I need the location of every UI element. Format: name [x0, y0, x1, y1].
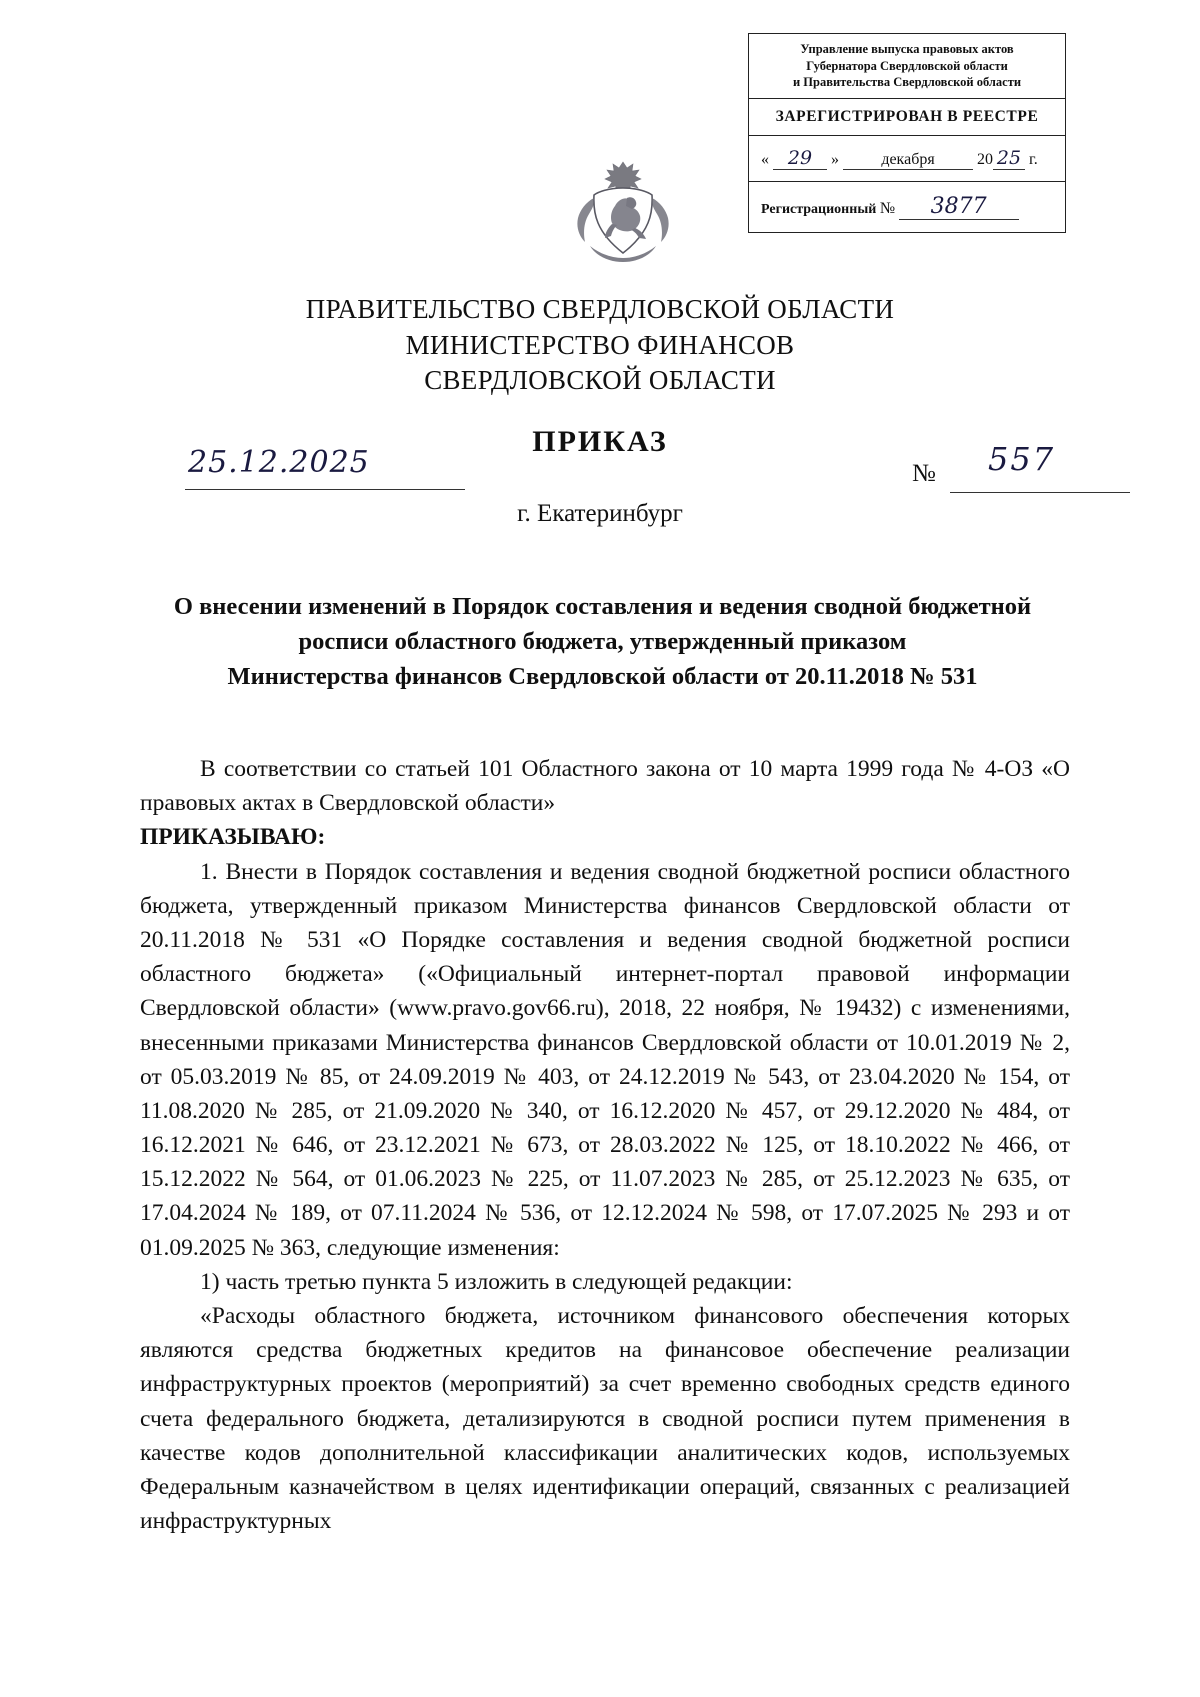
city-line: г. Екатеринбург [517, 500, 683, 527]
body-paragraph-2: 1. Внести в Порядок составления и ведения сводной бюджетной росписи областного бюджета, утвержденный приказом Министерства финансов Свердловской области от 20.11.2018 № 531 «О Порядке составления и ведения сводной бюджетной росписи областного бюджета» («Официальный интернет-портал правовой информации Свердловской области» (www.pravo.gov66.ru), 2018, 22 ноября, № 19432) с изменениями, внесенными приказами Министерства финансов Свердловской области от 10.01.2019 № 2, от 05.03.2019 № 85, от 24.09.2019 № 403, от 24.12.2019 № 543, от 23.04.2020 № 154, от 11.08.2020 № 285, от 21.09.2020 № 340, от 16.12.2020 № 457, от 29.12.2020 № 484, от 16.12.2021 № 646, от 23.12.2021 № 673, от 28.03.2022 № 125, от 18.10.2022 № 466, от 15.12.2022 № 564, от 01.06.2023 № 225, от 11.07.2023 № 285, от 25.12.2023 № 635, от 17.04.2024 № 189, от 07.11.2024 № 536, от 12.12.2024 № 598, от 17.07.2025 № 293 и от 01.09.2025 № 363, следующие изменения: [140, 858, 1070, 1261]
stamp-authority-line1: Управление выпуска правовых актов [800, 42, 1014, 56]
body-paragraph-4: «Расходы областного бюджета, источником финансового обеспечения которых являются средства бюджетных кредитов на финансовое обеспечение реализации инфраструктурных проектов (мероприятий) за счет временно свободных средств единого счета федерального бюджета, детализируются в сводной росписи путем применения в качестве кодов дополнительной классификации аналитических кодов, используемых Федеральным казначейством в целях идентификации операций, связанных с реализацией инфраструктурных [140, 1303, 1070, 1535]
stamp-authority-line2: Губернатора Свердловской области [806, 58, 1008, 73]
organisation-line3: СВЕРДЛОВСКОЙ ОБЛАСТИ [424, 365, 776, 396]
organisation-heading [0, 292, 1200, 399]
stamp-quote-open: « [761, 150, 769, 168]
stamp-date-row [749, 136, 1065, 182]
organisation-line1: ПРАВИТЕЛЬСТВО СВЕРДЛОВСКОЙ ОБЛАСТИ [305, 294, 895, 324]
stamp-number-sign: № [879, 199, 896, 217]
order-keyword: ПРИКАЗЫВАЮ: [140, 824, 326, 851]
stamp-year-suffix: 25 [993, 147, 1025, 170]
registration-stamp [748, 33, 1066, 233]
stamp-date-day: 29 [773, 147, 827, 170]
stamp-date-month: декабря [843, 151, 973, 170]
stamp-year-prefix: 20 [977, 150, 993, 168]
document-kind: ПРИКАЗ [532, 425, 668, 458]
stamp-registration-number: 3877 [899, 194, 1019, 220]
document-number: 557 [988, 440, 1056, 478]
body-paragraph-3: 1) часть третью пункта 5 изложить в следующей редакции: [200, 1268, 793, 1295]
stamp-year-mark: г. [1029, 150, 1038, 168]
organisation-line2: МИНИСТЕРСТВО ФИНАНСОВ [405, 329, 795, 360]
document-date: 25.12.2025 [188, 445, 370, 480]
stamp-authority [749, 34, 1065, 99]
document-title-line2: росписи областного бюджета, утвержденный приказом [298, 627, 907, 655]
number-sign: № [912, 460, 936, 487]
stamp-title: ЗАРЕГИСТРИРОВАН В РЕЕСТРЕ [749, 99, 1065, 136]
stamp-quote-close: » [831, 150, 839, 168]
body-paragraph-1: В соответствии со статьей 101 Областного закона от 10 марта 1999 года № 4-ОЗ «О правовых актах в Свердловской области» [140, 756, 1070, 817]
document-title [140, 590, 1065, 694]
document-body [140, 752, 1070, 1538]
stamp-registration-label: Регистрационный [761, 201, 877, 217]
coat-of-arms-icon [560, 158, 686, 266]
stamp-registration-row [749, 182, 1065, 232]
document-title-line3: Министерства финансов Свердловской области от 20.11.2018 № 531 [227, 662, 978, 690]
stamp-authority-line3: и Правительства Свердловской области [792, 75, 1022, 89]
document-title-line1: О внесении изменений в Порядок составления и ведения сводной бюджетной [173, 593, 1032, 620]
